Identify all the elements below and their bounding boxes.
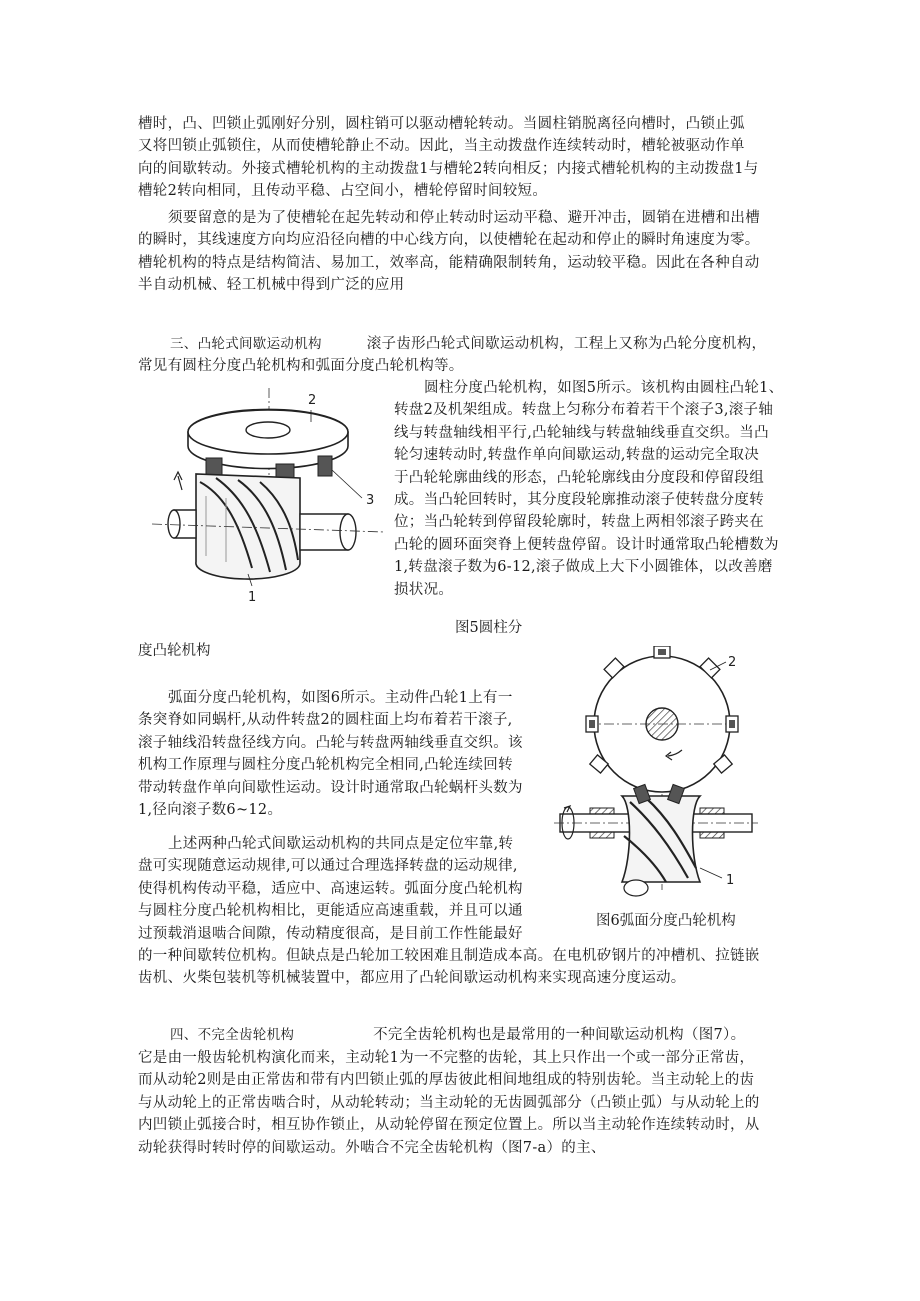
text-line: 转盘2及机架组成。转盘上匀称分布着若干个滚子3,滚子轴: [394, 402, 774, 419]
section-4-line-1: 不完全齿轮机构也是最常用的一种间歇运动机构（图7）。: [373, 1027, 746, 1043]
text-line: 齿机、火柴包装机等机械装置中，都应用了凸轮间歇运动机构来实现高速分度运动。: [138, 970, 686, 987]
text-line: 凸轮的圆环面突脊上便转盘停留。设计时通常取凸轮槽数为: [394, 536, 779, 553]
text-line: 而从动轮2则是由正常齿和带有内凹锁止弧的厚齿彼此相间地组成的特别齿轮。当主动轮上的齿: [138, 1072, 755, 1089]
text-line: 槽时，凸、凹锁止弧刚好分别，圆柱销可以驱动槽轮转动。当圆柱销脱离径向槽时，凸锁止弧: [138, 116, 745, 132]
text-line: 与圆柱分度凸轮机构相比，更能适应高速重载，并且可以通: [138, 903, 523, 920]
section-3: [138, 333, 766, 378]
section-heading-cam: 三、凸轮式间歇运动机构: [170, 336, 322, 352]
text-line: 的瞬时，其线速度方向均应沿径向槽的中心线方向，以使槽轮在起动和停止的瞬时角速度为零。: [138, 232, 760, 249]
paragraph-incomplete-gear: [138, 1047, 760, 1159]
paragraph-globoidal-cam: [138, 687, 523, 821]
text-line: 过预载消退啮合间隙，传动精度很高，是目前工作性能最好: [138, 925, 523, 942]
section-heading-incomplete-gear: 四、不完全齿轮机构: [170, 1027, 295, 1043]
text-line: 槽轮2转向相同，且传动平稳、占空间小，槽轮停留时间较短。: [138, 183, 548, 200]
text-line: 的一种间歇转位机构。但缺点是凸轮加工较困难且制造成本高。在电机矽钢片的冲槽机、拉链嵌: [138, 948, 760, 964]
figure-5-caption-part-a: 图5圆柱分: [455, 620, 523, 636]
text-line: 圆柱分度凸轮机构，如图5所示。该机构由圆柱凸轮1、: [424, 380, 784, 396]
section-3-line-1: 滚子齿形凸轮式间歇运动机构，工程上又称为凸轮分度机构，: [366, 336, 767, 352]
text-line: 位；当凸轮转到停留段轮廓时，转盘上两相邻滚子跨夹在: [394, 514, 764, 531]
figure-6-caption: 图6弧面分度凸轮机构: [596, 913, 736, 929]
text-line: 它是由一般齿轮机构演化而来，主动轮1为一不完整的齿轮，其上只作出一个或一部分正常齿，: [138, 1050, 755, 1066]
paragraph-geneva-locking: [138, 113, 759, 203]
fig6-label-2: 2: [728, 655, 737, 670]
text-line: 盘可实现随意运动规律,可以通过合理选择转盘的运动规律,: [138, 858, 518, 875]
fig5-label-2: 2: [308, 393, 317, 408]
paragraph-cylindrical-cam: [394, 377, 783, 601]
text-line: 与从动轮上的正常齿啮合时，从动轮转动；当主动轮的无齿圆弧部分（凸锁止弧）与从动轮上的: [138, 1094, 760, 1111]
text-line: 上述两种凸轮式间歇运动机构的共同点是定位牢靠,转: [168, 836, 514, 852]
text-line: 条突脊如同蜗杆,从动件转盘2的圆柱面上均布着若干滚子,: [138, 712, 513, 729]
section-3-line-2: 常见有圆柱分度凸轮机构和弧面分度凸轮机构等。: [138, 358, 464, 375]
text-line: 成。当凸轮回转时，其分度段轮廓推动滚子使转盘分度转: [394, 492, 764, 509]
figure-6-globoidal-cam-diagram: [550, 646, 762, 902]
text-line: 带动转盘作单向间歇性运动。设计时通常取凸轮蜗杆头数为: [138, 779, 523, 796]
fig5-label-3: 3: [366, 493, 375, 508]
paragraph-geneva-notes: [138, 207, 760, 297]
text-line: 须要留意的是为了使槽轮在起先转动和停止转动时运动平稳、避开冲击，圆销在进槽和出槽: [168, 210, 760, 226]
text-line: 内凹锁止弧接合时，相互协作锁止，从动轮停留在预定位置上。所以当主动轮作连续转动时，从: [138, 1117, 760, 1134]
fig5-label-1: 1: [248, 590, 257, 605]
fig6-label-1: 1: [726, 873, 735, 888]
figure-5-caption-part-b: 度凸轮机构: [138, 643, 211, 659]
paragraph-cam-comparison: [138, 833, 523, 945]
text-line: 滚子轴线沿转盘径线方向。凸轮与转盘两轴线垂直交织。该: [138, 734, 523, 751]
text-line: 使得机构传动平稳，适应中、高速运转。弧面分度凸轮机构: [138, 880, 523, 897]
text-line: 弧面分度凸轮机构，如图6所示。主动件凸轮1上有一: [168, 690, 513, 706]
text-line: 于凸轮轮廓曲线的形态，凸轮轮廓线由分度段和停留段组: [394, 469, 764, 486]
paragraph-cam-comparison-end: [138, 945, 760, 990]
text-line: 损状况。: [394, 581, 454, 598]
figure-5-cylindrical-cam-diagram: [148, 386, 390, 608]
text-line: 线与转盘轴线相平行,凸轮轴线与转盘轴线垂直交织。当凸: [394, 424, 769, 441]
text-line: 机构工作原理与圆柱分度凸轮机构完全相同,凸轮连续回转: [138, 757, 513, 774]
text-line: 动轮获得时转时停的间歇运动。外啮合不完全齿轮机构（图7-a）的主、: [138, 1139, 606, 1156]
text-line: 半自动机械、轻工机械中得到广泛的应用: [138, 277, 405, 294]
text-line: 1,转盘滚子数为6-12,滚子做成上大下小圆锥体，以改善磨: [394, 559, 773, 576]
section-4: [138, 1024, 745, 1046]
text-line: 1,径向滚子数6~12。: [138, 802, 283, 819]
text-line: 向的间歇转动。外接式槽轮机构的主动拨盘1与槽轮2转向相反；内接式槽轮机构的主动拨盘1与: [138, 160, 759, 177]
text-line: 轮匀速转动时,转盘作单向间歇运动,转盘的运动完全取决: [394, 447, 760, 464]
text-line: 槽轮机构的特点是结构简洁、易加工，效率高，能精确限制转角，运动较平稳。因此在各种自动: [138, 254, 760, 271]
text-line: 又将凹锁止弧锁住，从而使槽轮静止不动。因此，当主动拨盘作连续转动时，槽轮被驱动作单: [138, 138, 745, 155]
